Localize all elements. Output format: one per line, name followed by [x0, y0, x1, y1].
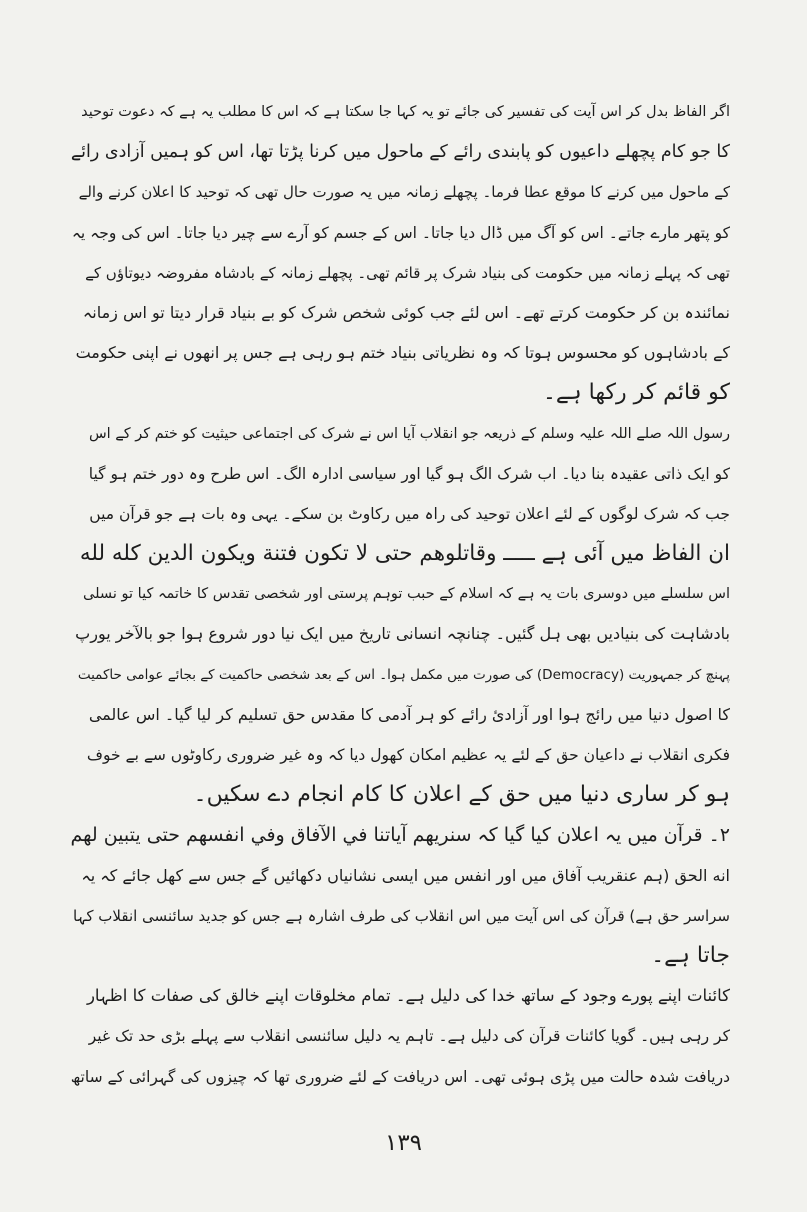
- text-line: کے ماحول میں کرنے کا موقع عطا فرما۔ پچھلے زمانہ میں یہ صورت حال تھی کہ توحید کا اعلان کرنے والے: [78, 183, 730, 202]
- paragraph: [70, 815, 730, 976]
- page-number: ۱۳۹: [384, 1130, 423, 1156]
- text-line: کے بادشاہوں کو محسوس ہوتا کہ وہ نظریاتی بنیاد ختم ہو رہی ہے جس پر انھوں نے اپنی حکومت: [75, 343, 730, 363]
- text-line: کو قائم کر رکھا ہے۔: [542, 380, 730, 406]
- paragraph: [70, 976, 730, 1097]
- text-line: نمائندہ بن کر حکومت کرتے تھے۔ اس لئے جب کوئی شخص شرک کو بے بنیاد قرار دیتا تو اس زمانہ: [82, 302, 730, 322]
- text-line: فکری انقلاب نے داعیان حق کے لئے یہ عظیم امکان کھول دیا کہ وہ غیر ضروری رکاوٹوں سے بے خوف: [86, 746, 730, 764]
- text-line: کو ایک ذاتی عقیدہ بنا دیا۔ اب شرک الگ ہو گیا اور سیاسی ادارہ الگ۔ اس طرح وہ دور ختم ہو گیا: [88, 464, 730, 483]
- text-line: دریافت شدہ حالت میں پڑی ہوئی تھی۔ اس دریافت کے لئے ضروری تھا کہ چیزوں کی گہرائی کے ساتھ: [70, 1067, 730, 1086]
- paragraph: [70, 574, 730, 815]
- text-line: ان الفاظ میں آئی ہے ـــــ وقاتلوهم حتى لا تكون فتنة ويكون الدين كله لله: [79, 541, 730, 567]
- text-line: جاتا ہے۔: [651, 942, 730, 968]
- text-line: تھی کہ پہلے زمانہ میں حکومت کی بنیاد شرک پر قائم تھی۔ پچھلے زمانہ کے بادشاہ مفروضہ دیوتاؤں کے: [85, 263, 730, 282]
- text-line: کائنات اپنے پورے وجود کے ساتھ خدا کی دلیل ہے۔ تمام مخلوقات اپنے خالق کی صفات کا اظہار: [86, 986, 730, 1006]
- text-line: سراسر حق ہے) قرآن کی اس آیت میں اس انقلاب کی طرف اشارہ ہے جس کو جدید سائنسی انقلاب کہا: [73, 906, 730, 925]
- paragraph: [70, 414, 730, 575]
- text-line: اس سلسلے میں دوسری بات یہ ہے کہ اسلام کے حبب توہم پرستی اور شخصی تقدس کا خاتمہ کیا تو نسلی: [83, 586, 730, 603]
- text-line: کو پتھر مارے جاتے۔ اس کو آگ میں ڈال دیا جاتا۔ اس کے جسم کو آرے سے چیر دیا جاتا۔ اس کی وجہ یہ: [71, 223, 730, 242]
- text-line: کا جو کام پچھلے داعیوں کو پابندی رائے کے ماحول میں کرنا پڑتا تھا، اس کو ہمیں آزادی رائے: [70, 142, 730, 163]
- text-line: پہنچ کر جمہوریت (Democracy) کی صورت میں مکمل ہوا۔ اس کے بعد شخصی حاکمیت کے بجائے عوامی حاکمیت: [77, 666, 730, 683]
- text-line: انه الحق (ہم عنقریب آفاق میں اور انفس میں ایسی نشانیاں دکھائیں گے جس سے کھل جائے کہ یہ: [81, 865, 730, 885]
- text-line: ہو کر ساری دنیا میں حق کے اعلان کا کام انجام دے سکیں۔: [193, 782, 730, 808]
- text-line: رسول اللہ صلے اللہ علیہ وسلم کے ذریعہ جو انقلاب آیا اس نے شرک کی اجتماعی حیثیت کو ختم کر کے اس: [88, 425, 730, 442]
- text-line: بادشاہت کی بنیادیں بھی ہل گئیں۔ چنانچہ انسانی تاریخ میں ایک نیا دور شروع ہوا جو بالآخر یورپ: [75, 624, 730, 644]
- page-body-text: [70, 92, 730, 1097]
- paragraph: [70, 92, 730, 414]
- text-line: کر رہی ہیں۔ گویا کائنات قرآن کی دلیل ہے۔ تاہم یہ دلیل سائنسی انقلاب سے پہلے بڑی حد تک غیر: [88, 1027, 730, 1046]
- text-line: ۲۔ قرآن میں یہ اعلان کیا گیا کہ سنريهم آياتنا في الآفاق وفي انفسهم حتى يتبين لهم: [70, 824, 730, 847]
- text-line: کا اصول دنیا میں رائج ہوا اور آزادئ رائے کو ہر آدمی کا مقدس حق تسلیم کر لیا گیا۔ اس عالمی: [88, 704, 730, 724]
- text-line: جب کہ شرک لوگوں کے لئے اعلان توحید کی راہ میں رکاوٹ بن سکے۔ یہی وہ بات ہے جو قرآن میں: [89, 504, 730, 523]
- text-line: اگر الفاظ بدل کر اس آیت کی تفسیر کی جائے تو یہ کہا جا سکتا ہے کہ اس کا مطلب یہ ہے کہ دعوت توحید: [81, 104, 730, 120]
